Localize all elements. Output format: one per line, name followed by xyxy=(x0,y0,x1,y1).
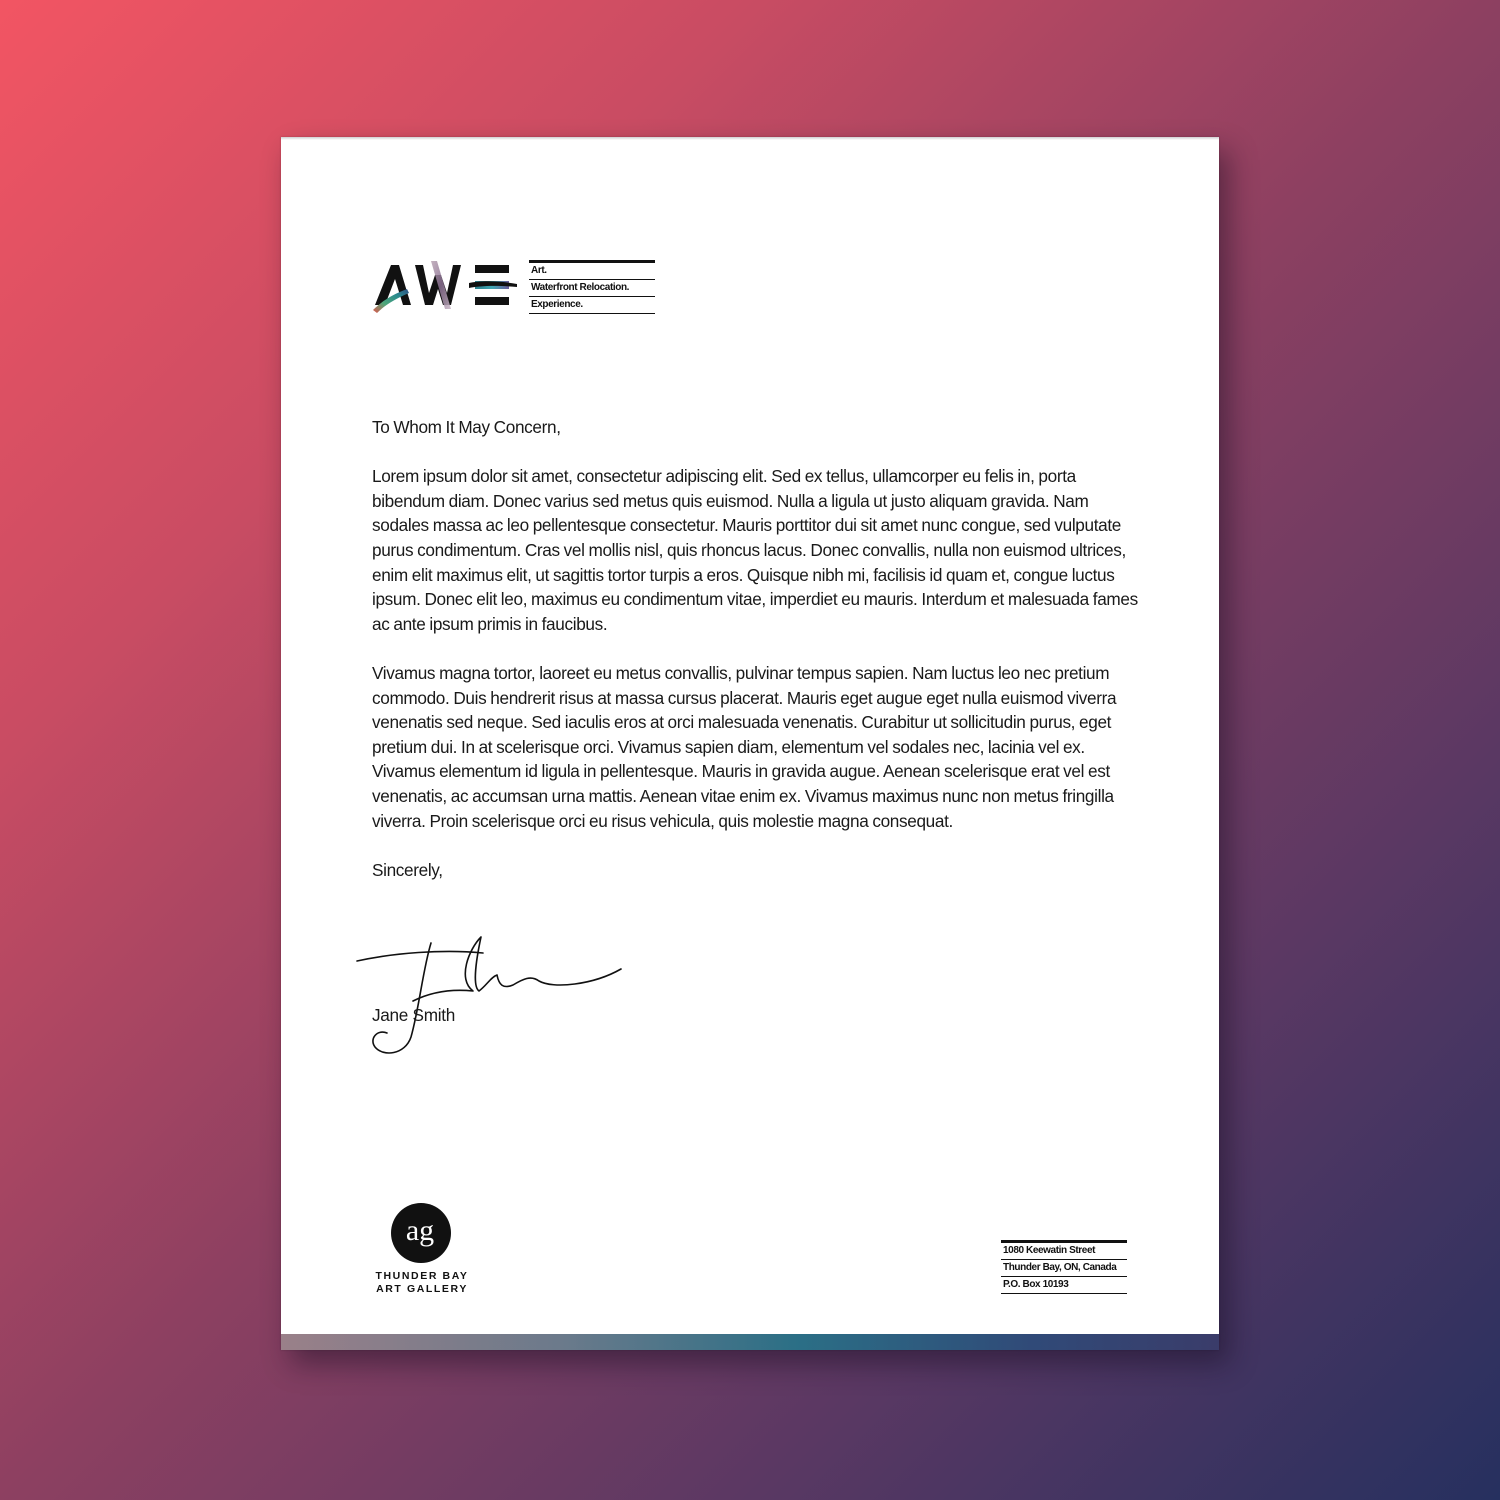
signature xyxy=(353,929,628,1059)
tagline-line-waterfront: Waterfront Relocation. xyxy=(529,280,655,297)
paragraph-2: Vivamus magna tortor, laoreet eu metus convallis, pulvinar tempus sapien. Nam luctus leo nec pretium commodo. Duis hendrerit risus at massa cursus placerat. Mauris eget augue eget nulla euismod viverra venenatis sed neque. Sed iaculis eros at orci malesuada venenatis. Curabitur ut sollicitudin purus, eget pretium dui. In at scelerisque orci. Vivamus sapien diam, elementum vel sodales nec, lacinia vel ex. Vivamus elementum id ligula in pellentesque. Mauris in gravida augue. Aenean scelerisque erat vel est venenatis, ac accumsan urna mattis. Aenean vitae enim ex. Vivamus maximus nunc non metus fringilla viverra. Proin scelerisque orci eu risus vehicula, quis molestie magna consequat. xyxy=(372,662,1117,831)
svg-text:ag: ag xyxy=(405,1214,435,1247)
signer-name: Jane Smith xyxy=(372,1005,455,1025)
gallery-name xyxy=(371,1270,473,1296)
address-po-box: P.O. Box 10193 xyxy=(1001,1277,1127,1294)
page-top-edge xyxy=(281,137,1219,140)
tagline-line-art: Art. xyxy=(529,263,655,280)
tagline-line-experience: Experience. xyxy=(529,297,655,314)
bottom-color-stripe xyxy=(281,1334,1219,1350)
letter-body xyxy=(372,415,1142,907)
closing: Sincerely, xyxy=(372,859,443,880)
awe-logo xyxy=(371,255,521,319)
gallery-name-line2: ART GALLERY xyxy=(376,1283,468,1295)
address-city: Thunder Bay, ON, Canada xyxy=(1001,1260,1127,1277)
letterhead-page xyxy=(281,137,1219,1350)
awe-tagline xyxy=(529,260,655,314)
address-street: 1080 Keewatin Street xyxy=(1001,1243,1127,1260)
gallery-logo-mark xyxy=(391,1203,451,1263)
address-block xyxy=(1001,1240,1127,1294)
paragraph-1: Lorem ipsum dolor sit amet, consectetur adipiscing elit. Sed ex tellus, ullamcorper eu felis in, porta bibendum diam. Donec varius sed metus quis euismod. Nulla a ligula ut justo aliquam gravida. Nam sodales massa ac leo pellentesque consectetur. Mauris porttitor dui sit amet nunc congue, sed vulputate purus condimentum. Cras vel mollis nisl, quis rhoncus lacus. Donec convallis, nulla non euismod ultrices, enim elit maximus elit, ut sagittis tortor turpis a eros. Quisque nibh mi, facilisis id quam et, congue luctus ipsum. Donec elit leo, maximus eu condimentum vitae, imperdiet eu mauris. Interdum et malesuada fames ac ante ipsum primis in faucibus. xyxy=(372,466,1138,634)
ag-monogram-icon xyxy=(391,1203,451,1263)
salutation: To Whom It May Concern, xyxy=(372,417,561,437)
gallery-name-line1: THUNDER BAY xyxy=(375,1270,469,1282)
